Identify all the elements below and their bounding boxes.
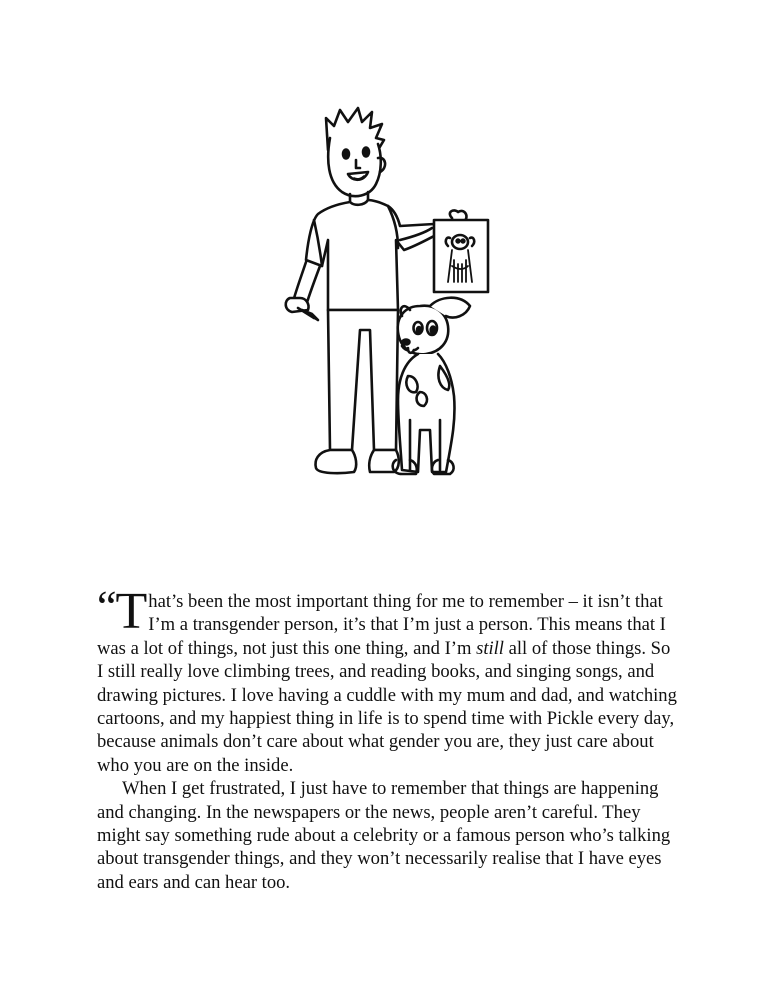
paragraph-1 — [97, 582, 679, 777]
paragraph-2: When I get frustrated, I just have to remember that things are happening and changing. In the newspapers or the news, people aren’t careful. They might say something rude about a celebrity or a famous person who’s talking about transgender things, and they won’t necessarily realise that I have eyes and ears and can hear too. — [97, 778, 671, 893]
story-text — [97, 582, 679, 894]
open-quote-mark: “ — [97, 582, 115, 631]
paragraph-1-text-continued: all of those things. So I still really love climbing trees, and reading books, and singing songs, and drawing pictures. I love having a cuddle with my mum and dad, and watching cartoons, and my happiest thing in life is to spend time with Pickle every day, because animals don’t care about what gender you are, they just care about who you are on the inside. — [97, 637, 677, 776]
emphasized-word: still — [476, 637, 504, 659]
drop-cap-letter: T — [115, 583, 148, 640]
boy-with-dog-drawing-icon — [270, 100, 500, 495]
paragraph-1-text: hat’s been the most important thing for me to remember – it isn’t that I’m a transgender person, it’s that I’m just a person. This means that I was a lot of things, not just this one thing, and I’m — [97, 591, 666, 659]
